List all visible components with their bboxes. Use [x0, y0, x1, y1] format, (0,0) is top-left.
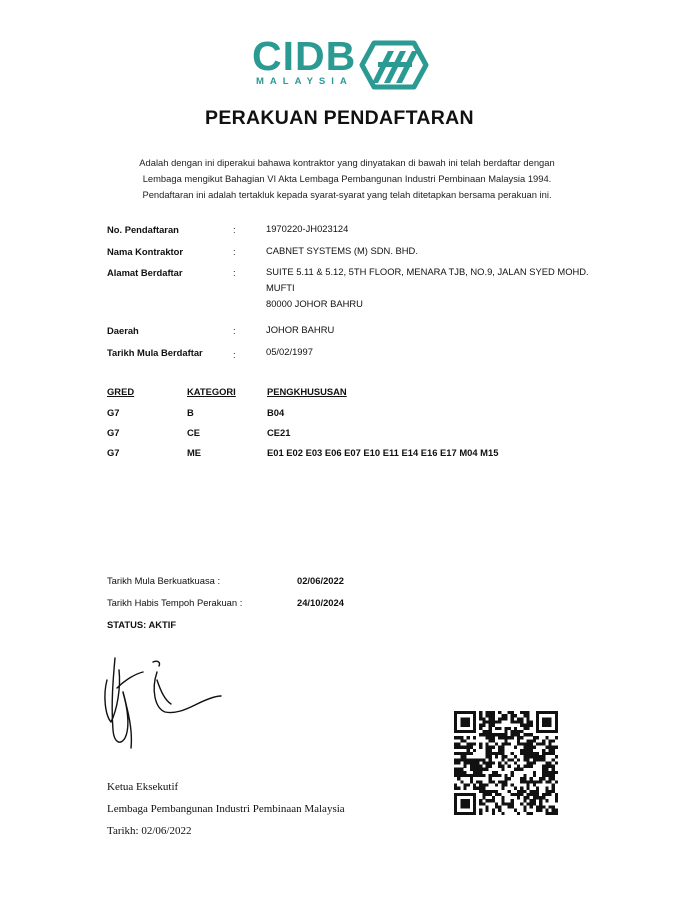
signature-date: Tarikh: 02/06/2022	[107, 825, 192, 837]
address-line: MUFTI	[266, 282, 295, 293]
district-label: Daerah	[107, 325, 139, 336]
intro-line: Pendaftaran ini adalah tertakluk kepada syarat-syarat yang telah ditetapkan bersama perakuan ini.	[142, 189, 552, 200]
specialisation-header: PENGKHUSUSAN	[267, 386, 347, 397]
grade-cell: G7	[107, 407, 120, 418]
intro-line: Lembaga mengikut Bahagian VI Akta Lembaga Pembangunan Industri Pembinaan Malaysia 1994.	[142, 173, 552, 184]
effective-date-label: Tarikh Mula Berkuatkuasa :	[107, 575, 221, 586]
category-header: KATEGORI	[187, 386, 236, 397]
address-label: Alamat Berdaftar	[107, 267, 183, 278]
intro-line: Adalah dengan ini diperakui bahawa kontraktor yang dinyatakan di bawah ini telah berdaftar dengan	[139, 157, 555, 168]
address-line: SUITE 5.11 & 5.12, 5TH FLOOR, MENARA TJB, NO.9, JALAN SYED MOHD.	[266, 266, 589, 277]
contractor-name-label: Nama Kontraktor	[107, 246, 184, 257]
category-cell: CE	[187, 427, 201, 438]
specialisation-cell: B04	[267, 407, 285, 418]
document-title: PERAKUAN PENDAFTARAN	[205, 107, 474, 129]
effective-date-value: 02/06/2022	[297, 575, 344, 586]
colon: :	[233, 246, 236, 257]
colon: :	[233, 325, 236, 336]
registration-number-label: No. Pendaftaran	[107, 224, 179, 235]
logo-text: CIDB	[252, 33, 357, 79]
signatory-position: Ketua Eksekutif	[107, 781, 179, 793]
colon: :	[233, 349, 236, 360]
colon: :	[233, 267, 236, 278]
handwritten-signature	[95, 650, 230, 755]
address-line: 80000 JOHOR BAHRU	[266, 298, 363, 309]
grade-header: GRED	[107, 386, 135, 397]
expiry-date-label: Tarikh Habis Tempoh Perakuan :	[107, 597, 243, 608]
expiry-date-value: 24/10/2024	[297, 597, 344, 608]
logo-subtitle: MALAYSIA	[256, 76, 353, 87]
signatory-organisation: Lembaga Pembangunan Industri Pembinaan Malaysia	[107, 803, 345, 815]
district-value: JOHOR BAHRU	[266, 324, 335, 335]
intro-paragraph	[112, 155, 582, 203]
category-cell: B	[187, 407, 194, 418]
contractor-name-value: CABNET SYSTEMS (M) SDN. BHD.	[266, 245, 418, 256]
registration-number-value: 1970220-JH023124	[266, 223, 349, 234]
registration-date-label: Tarikh Mula Berdaftar	[107, 347, 203, 358]
colon: :	[233, 224, 236, 235]
registration-date-value: 05/02/1997	[266, 346, 313, 357]
category-cell: ME	[187, 447, 202, 458]
cidb-logo-mark-icon	[358, 38, 430, 92]
status-text: STATUS: AKTIF	[107, 619, 177, 630]
grade-cell: G7	[107, 427, 120, 438]
grade-cell: G7	[107, 447, 120, 458]
specialisation-cell: CE21	[267, 427, 291, 438]
specialisation-cell: E01 E02 E03 E06 E07 E10 E11 E14 E16 E17 M04 M15	[267, 447, 499, 458]
qr-code-icon	[454, 711, 558, 815]
